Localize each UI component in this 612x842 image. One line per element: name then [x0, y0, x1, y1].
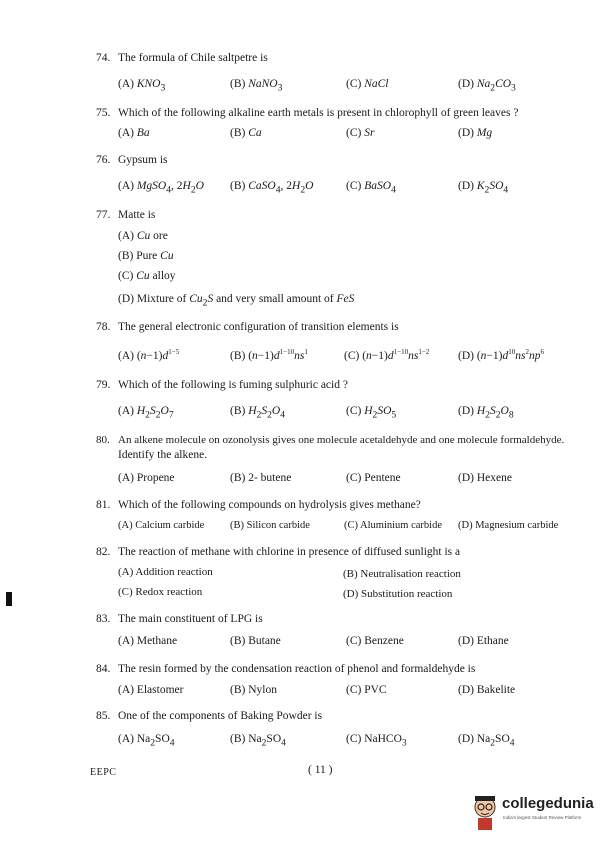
question-text: The reaction of methane with chlorine in presence of diffused sunlight is a [118, 546, 461, 558]
question-77: 77. Matte is [96, 209, 156, 221]
question-text: Which of the following is fuming sulphuric acid ? [118, 379, 348, 391]
question-text: Matte is [118, 209, 156, 221]
options-81 [118, 520, 588, 535]
question-75: 75. Which of the following alkaline earth metals is present in chlorophyll of green leaves ? [96, 107, 519, 119]
option-a: (A) Propene [118, 472, 175, 484]
option-c: (C) $H_2SO_5$ [346, 405, 397, 421]
question-text: Which of the following alkaline earth metals is present in chlorophyll of green leaves ? [118, 107, 519, 119]
option-c: (C) NaHCO$_3$ [346, 733, 407, 749]
option-a: (A) $KNO_3$ [118, 78, 166, 94]
options-75 [118, 127, 588, 142]
option-a: (A) Addition reaction [118, 566, 213, 578]
options-83 [118, 635, 588, 650]
question-text: The resin formed by the condensation reaction of phenol and formaldehyde is [118, 663, 476, 675]
options-85 [118, 733, 588, 748]
question-text: Which of the following compounds on hydrolysis gives methane? [118, 499, 421, 511]
option-a: (A) Cu ore [118, 230, 168, 242]
option-d: (D) $Na_2CO_3$ [458, 78, 516, 94]
option-b: (B) $Na_2SO_4$ [230, 733, 286, 749]
option-b: (B) CaSO$_4$, $2H_2O$ [230, 180, 314, 196]
question-text-line2: Identify the alkene. [118, 449, 208, 461]
question-76: 76. Gypsum is [96, 154, 168, 166]
mascot-icon [470, 793, 500, 831]
option-b: (B) NaNO$_3$ [230, 78, 283, 94]
option-b: (B) Butane [230, 635, 281, 647]
option-a: (A) $H_2S_2O_7$ [118, 405, 174, 421]
option-a: (A) Ba [118, 127, 150, 139]
page-number: ( 11 ) [308, 764, 333, 776]
option-b: (B) $H_2S_2O_4$ [230, 405, 285, 421]
option-a: (A) Calcium carbide [118, 520, 205, 531]
collegedunia-logo [470, 793, 610, 833]
option-b: (B) Neutralisation reaction [343, 568, 461, 580]
option-c: (C) Aluminium carbide [344, 520, 442, 531]
option-a: (A) MgSO$_4$, $2H_2O$ [118, 180, 204, 196]
option-c: (C) $(n-1)d^{1-10}ns^{1-2}$ [344, 348, 430, 362]
options-74 [118, 78, 588, 93]
question-79: 79. Which of the following is fuming sulphuric acid ? [96, 379, 348, 391]
option-a: (A) Methane [118, 635, 178, 647]
option-d: (D) $(n-1)d^{10}ns^2np^6$ [458, 348, 544, 362]
option-c: (C) Cu alloy [118, 270, 176, 282]
option-d: (D) Mg [458, 127, 493, 139]
option-d: (D) $K_2SO_4$ [458, 180, 509, 196]
option-b: (B) $(n-1)d^{1-10}ns^1$ [230, 348, 308, 362]
options-84 [118, 684, 588, 699]
question-text: The main constituent of LPG is [118, 613, 263, 625]
option-a: (A) $Na_2SO_4$ [118, 733, 175, 749]
option-d: (D) Magnesium carbide [458, 520, 559, 531]
question-84: 84. The resin formed by the condensation reaction of phenol and formaldehyde is [96, 663, 476, 675]
option-c: (C) PVC [346, 684, 387, 696]
question-text: Gypsum is [118, 154, 168, 166]
question-85: 85. One of the components of Baking Powder is [96, 710, 323, 722]
question-text: The general electronic configuration of transition elements is [118, 321, 399, 333]
question-text: One of the components of Baking Powder is [118, 710, 323, 722]
option-a: (A) Elastomer [118, 684, 184, 696]
question-74: 74. The formula of Chile saltpetre is [96, 52, 268, 64]
options-80 [118, 472, 588, 487]
option-c: (C) Benzene [346, 635, 404, 647]
option-b: (B) Nylon [230, 684, 277, 696]
question-78: 78. The general electronic configuration of transition elements is [96, 321, 399, 333]
option-c: (C) Sr [346, 127, 375, 139]
logo-name: collegedunia [502, 795, 594, 812]
option-d: (D) $Na_2SO_4$ [458, 733, 515, 749]
option-b: (B) 2- butene [230, 472, 292, 484]
exam-code: EEPC [90, 767, 117, 778]
option-c: (C) Pentene [346, 472, 401, 484]
option-b: (B) Silicon carbide [230, 520, 310, 531]
option-b: (B) Pure Cu [118, 250, 174, 262]
options-79 [118, 405, 588, 420]
option-d: (D) Ethane [458, 635, 509, 647]
option-a: (A) $(n-1)d^{1-5}$ [118, 348, 180, 362]
options-76 [118, 180, 588, 195]
options-78 [118, 348, 588, 363]
option-d: (D) $H_2S_2O_8$ [458, 405, 514, 421]
question-text: The formula of Chile saltpetre is [118, 52, 268, 64]
logo-tagline: India's largest Student Review Platform [503, 815, 582, 820]
option-c: (C) BaSO$_4$ [346, 180, 396, 196]
option-d: (D) Substitution reaction [343, 588, 453, 600]
option-b: (B) Ca [230, 127, 262, 139]
question-80: 80. An alkene molecule on ozonolysis gives one molecule acetaldehyde and one molecule formaldehyde. Identify the alkene. [96, 433, 596, 463]
option-d: (D) Hexene [458, 472, 512, 484]
question-text: An alkene molecule on ozonolysis gives one molecule acetaldehyde and one molecule formaldehyde. [118, 434, 565, 446]
question-82: 82. The reaction of methane with chlorine in presence of diffused sunlight is a [96, 546, 461, 558]
question-83: 83. The main constituent of LPG is [96, 613, 263, 625]
option-c: (C) Redox reaction [118, 586, 203, 598]
scan-edge-mark [6, 592, 12, 606]
option-d: (D) Mixture of $Cu_2S$ and very small amount of FeS [118, 293, 355, 309]
question-81: 81. Which of the following compounds on hydrolysis gives methane? [96, 499, 421, 511]
option-c: (C) NaCl [346, 78, 389, 90]
option-d: (D) Bakelite [458, 684, 516, 696]
